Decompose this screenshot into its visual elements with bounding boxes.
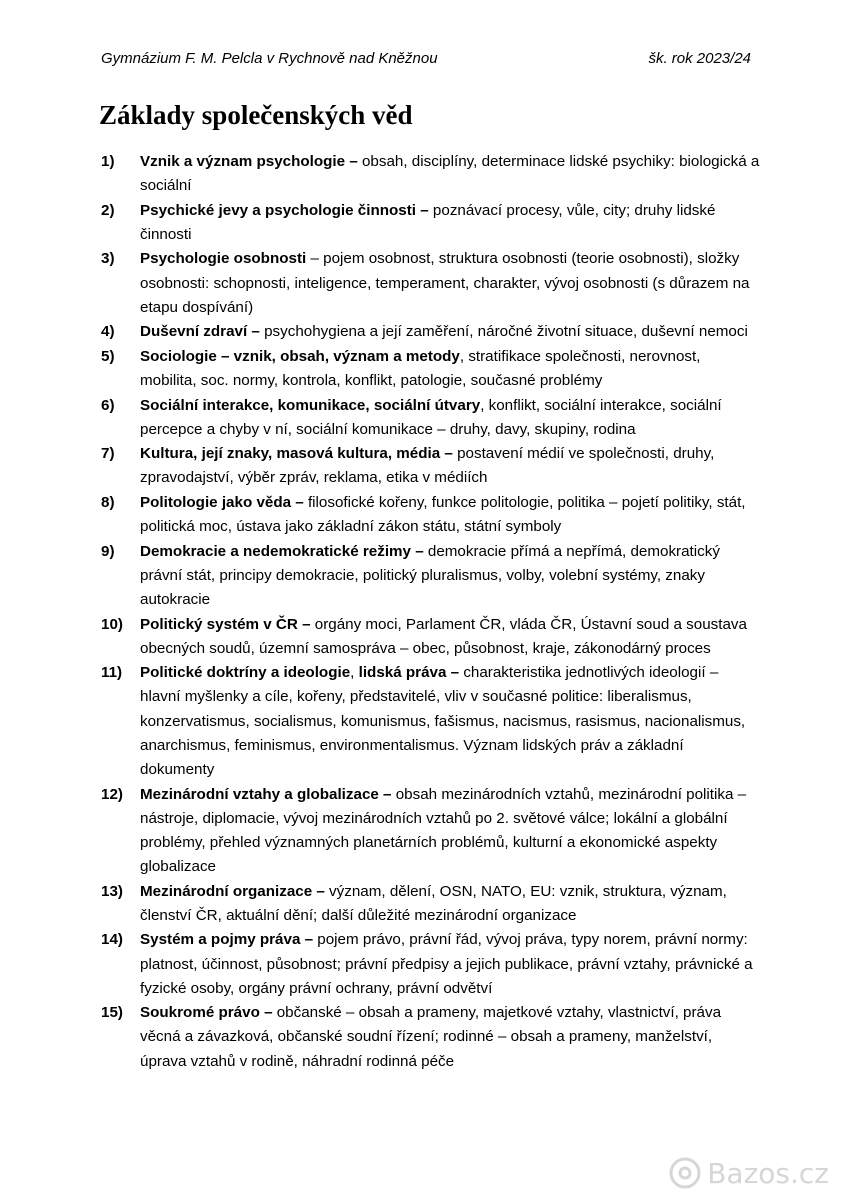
topic-item bbox=[101, 661, 761, 782]
topic-number: 4) bbox=[101, 323, 115, 341]
topic-heading: lidská práva – bbox=[358, 664, 460, 682]
topic-heading: Sociologie – vznik, obsah, význam a metody bbox=[140, 347, 460, 365]
topic-description: pojem právo, právní řád, vývoj práva, typy norem, právní normy: platnost, účinnost, působnost; právní předpisy a jejich publikace, právní vztahy, právnické a fyzické osoby, orgány právní ochrany, právní odvětví bbox=[140, 931, 753, 997]
topic-description: charakteristika jednotlivých ideologií – hlavní myšlenky a cíle, kořeny, představitelé, vliv v současné politice: liberalismus, konzervatismus, socialismus, komunismus, fašismus, nacismus, rasismus, nacionalismus, anarchismus, feminismus, environmentalismus. Význam lidských práv a základní dokumenty bbox=[140, 664, 746, 779]
topic-description: – pojem osobnost, struktura osobnosti (teorie osobnosti), složky osobnosti: schopnosti, inteligence, temperament, charakter, vývoj osobnosti (s důrazem na etapu dospívání) bbox=[140, 250, 750, 316]
topic-item bbox=[101, 540, 761, 613]
topic-description: obsah, disciplíny, determinace lidské psychiky: biologická a sociální bbox=[140, 153, 760, 195]
topic-text bbox=[140, 199, 761, 247]
topic-text bbox=[140, 150, 761, 198]
page-header bbox=[101, 50, 751, 67]
topic-heading: Politické doktríny a ideologie bbox=[140, 664, 351, 682]
topic-text bbox=[140, 613, 761, 661]
topic-number: 15) bbox=[101, 1004, 123, 1022]
topic-number: 9) bbox=[101, 542, 115, 560]
topic-description: psychohygiena a její zaměření, náročné životní situace, duševní nemoci bbox=[259, 323, 748, 341]
topic-number: 3) bbox=[101, 250, 115, 268]
topic-list bbox=[101, 150, 761, 1074]
topic-item bbox=[101, 247, 761, 320]
page-title: Základy společenských věd bbox=[99, 100, 413, 130]
topic-heading: Systém a pojmy práva – bbox=[140, 931, 314, 949]
topic-description: , konflikt, sociální interakce, sociální percepce a chyby v ní, sociální komunikace – druhy, davy, skupiny, rodina bbox=[140, 396, 722, 438]
topic-number: 13) bbox=[101, 882, 123, 900]
topic-heading: Mezinárodní vztahy a globalizace – bbox=[140, 785, 392, 803]
topic-heading: Duševní zdraví – bbox=[140, 323, 260, 341]
topic-text bbox=[140, 247, 761, 320]
topic-text bbox=[140, 783, 761, 880]
topic-heading: Demokracie a nedemokratické režimy – bbox=[140, 542, 424, 560]
topic-item bbox=[101, 442, 761, 490]
topic-description: postavení médií ve společnosti, druhy, zpravodajství, výběr zpráv, reklama, etika v médiích bbox=[140, 445, 715, 487]
topic-heading: Sociální interakce, komunikace, sociální útvary bbox=[140, 396, 481, 414]
topic-description: , bbox=[350, 664, 359, 682]
topic-heading: Psychologie osobnosti bbox=[140, 250, 307, 268]
topic-number: 6) bbox=[101, 396, 115, 414]
topic-item bbox=[101, 928, 761, 1001]
topic-item bbox=[101, 320, 761, 344]
topic-text bbox=[140, 394, 761, 442]
topic-description: orgány moci, Parlament ČR, vláda ČR, Ústavní soud a soustava obecných soudů, územní samospráva – obec, působnost, kraje, zákonodárný proces bbox=[140, 615, 747, 657]
topic-number: 7) bbox=[101, 445, 115, 463]
header-school-year: šk. rok 2023/24 bbox=[648, 50, 751, 67]
topic-text bbox=[140, 320, 761, 344]
topic-heading: Politický systém v ČR – bbox=[140, 615, 311, 633]
topic-heading: Mezinárodní organizace – bbox=[140, 882, 325, 900]
header-school: Gymnázium F. M. Pelcla v Rychnově nad Kněžnou bbox=[101, 50, 438, 67]
topic-item bbox=[101, 880, 761, 928]
topic-text bbox=[140, 1001, 761, 1074]
topic-number: 11) bbox=[101, 664, 123, 682]
topic-item bbox=[101, 394, 761, 442]
topic-number: 5) bbox=[101, 347, 115, 365]
topic-description: , stratifikace společnosti, nerovnost, mobilita, soc. normy, kontrola, konflikt, patologie, současné problémy bbox=[140, 347, 701, 390]
watermark-text: Bazos.cz bbox=[707, 1156, 829, 1190]
topic-description: poznávací procesy, vůle, city; druhy lidské činnosti bbox=[140, 201, 716, 243]
topic-item bbox=[101, 491, 761, 539]
topic-text bbox=[140, 540, 761, 613]
watermark bbox=[667, 1156, 829, 1190]
topic-item bbox=[101, 199, 761, 247]
topic-number: 1) bbox=[101, 153, 115, 170]
topic-heading: Soukromé právo – bbox=[140, 1004, 273, 1022]
topic-description: obsah mezinárodních vztahů, mezinárodní politika – nástroje, diplomacie, vývoj mezinárodních vztahů po 2. světové válce; lokální a globální problémy, přehled významných planetárních problémů, kulturní a ekonomické aspekty globalizace bbox=[140, 785, 747, 876]
topic-number: 2) bbox=[101, 201, 115, 219]
topic-text bbox=[140, 661, 761, 782]
topic-number: 8) bbox=[101, 493, 115, 511]
topic-number: 14) bbox=[101, 931, 123, 949]
topic-text bbox=[140, 928, 761, 1001]
at-sign-logo-icon bbox=[667, 1156, 703, 1190]
topic-item bbox=[101, 345, 761, 393]
topic-description: demokracie přímá a nepřímá, demokratický právní stát, principy demokracie, politický pluralismus, volby, volební systémy, znaky autokracie bbox=[140, 542, 720, 609]
topic-number: 12) bbox=[101, 785, 123, 803]
topic-item bbox=[101, 150, 761, 198]
topic-number: 10) bbox=[101, 615, 123, 633]
topic-description: význam, dělení, OSN, NATO, EU: vznik, struktura, význam, členství ČR, aktuální dění; další důležité mezinárodní organizace bbox=[140, 882, 727, 924]
topic-heading: Kultura, její znaky, masová kultura, média – bbox=[140, 445, 453, 463]
topic-text bbox=[140, 345, 761, 393]
topic-text bbox=[140, 880, 761, 928]
topic-description: filosofické kořeny, funkce politologie, politika – pojetí politiky, stát, politická moc, ústava jako základní zákon státu, státní symboly bbox=[140, 493, 746, 536]
topic-text bbox=[140, 442, 761, 490]
topic-text bbox=[140, 491, 761, 539]
topic-item bbox=[101, 613, 761, 661]
topic-heading: Vznik a význam psychologie – bbox=[140, 153, 358, 170]
topic-heading: Politologie jako věda – bbox=[140, 493, 304, 511]
topic-item bbox=[101, 783, 761, 880]
topic-heading: Psychické jevy a psychologie činnosti – bbox=[140, 201, 429, 219]
topic-item bbox=[101, 1001, 761, 1074]
topic-description: občanské – obsah a prameny, majetkové vztahy, vlastnictví, práva věcná a závazková, občanské soudní řízení; rodinné – obsah a prameny, manželství, úprava vztahů v rodině, náhradní rodinná péče bbox=[140, 1004, 722, 1070]
